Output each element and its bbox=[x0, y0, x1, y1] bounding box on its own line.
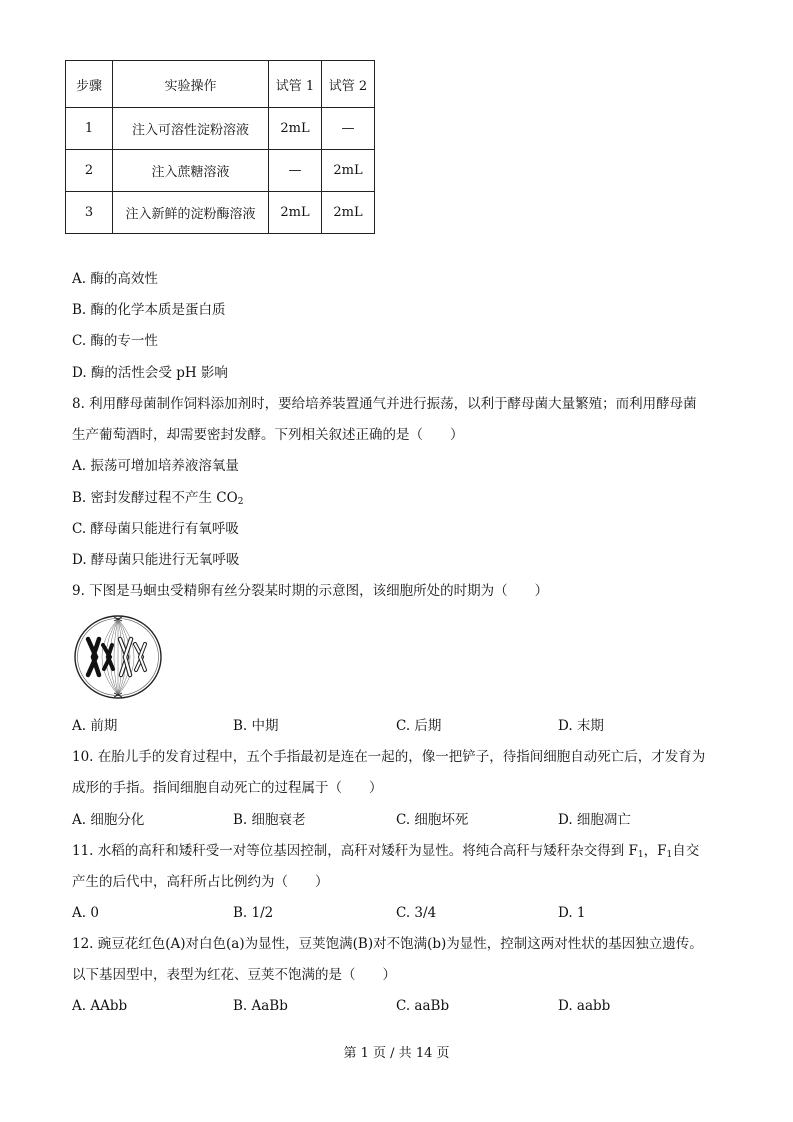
table-header-cell: 实验操作 bbox=[113, 61, 269, 108]
q12-stem-line2: 以下基因型中，表型为红花、豆荚不饱满的是（ ） bbox=[72, 967, 396, 983]
subscript: 2 bbox=[237, 497, 244, 507]
table-cell: 3 bbox=[66, 192, 113, 234]
q7-option-c: C. 酶的专一性 bbox=[72, 333, 158, 349]
chromosome-dark-2 bbox=[103, 645, 113, 669]
table-cell: 注入可溶性淀粉溶液 bbox=[113, 108, 269, 150]
table-cell: — bbox=[322, 108, 375, 150]
table-cell: 2mL bbox=[322, 150, 375, 192]
q7-option-a: A. 酶的高效性 bbox=[72, 271, 158, 287]
q8-option-d: D. 酵母菌只能进行无氧呼吸 bbox=[72, 552, 240, 568]
q12-option-c: C. aaBb bbox=[396, 998, 450, 1014]
q7-option-b: B. 酶的化学本质是蛋白质 bbox=[72, 302, 226, 318]
table-header-row bbox=[66, 61, 375, 108]
q11-stem-part3: 自交 bbox=[672, 843, 700, 859]
q10-stem-line2: 成形的手指。指间细胞自动死亡的过程属于（ ） bbox=[72, 780, 383, 796]
table-header-cell: 步骤 bbox=[66, 61, 113, 108]
q12-option-b: B. AaBb bbox=[233, 998, 288, 1014]
subscript: 1 bbox=[637, 850, 644, 860]
q7-option-d: D. 酶的活性会受 pH 影响 bbox=[72, 365, 228, 381]
chromosome-dark-1 bbox=[88, 639, 99, 675]
q10-stem-line1: 10. 在胎儿手的发育过程中，五个手指最初是连在一起的，像一把铲子，待指间细胞自动死亡后，才发育为 bbox=[72, 749, 706, 765]
q9-option-a: A. 前期 bbox=[72, 718, 118, 734]
q8-option-a: A. 振荡可增加培养液溶氧量 bbox=[72, 458, 239, 474]
q9-option-c: C. 后期 bbox=[396, 718, 442, 734]
table-cell: 注入新鲜的淀粉酶溶液 bbox=[113, 192, 269, 234]
q11-option-c: C. 3/4 bbox=[396, 905, 437, 921]
q9-option-d: D. 末期 bbox=[558, 718, 604, 734]
q12-stem-line1: 12. 豌豆花红色(A)对白色(a)为显性，豆荚饱满(B)对不饱满(b)为显性，控制这两对性状的基因独立遗传。 bbox=[72, 936, 703, 952]
chromosome-light-2 bbox=[135, 644, 145, 670]
q11-stem-part1: 11. 水稻的高秆和矮秆受一对等位基因控制，高秆对矮秆为显性。将纯合高秆与矮秆杂交得到 F bbox=[72, 843, 638, 859]
q11-option-a: A. 0 bbox=[72, 905, 99, 921]
q8-stem-line2: 生产葡萄酒时，却需要密封发酵。下列相关叙述正确的是（ ） bbox=[72, 427, 464, 443]
q12-option-d: D. aabb bbox=[558, 998, 611, 1014]
table-cell: 2 bbox=[66, 150, 113, 192]
q10-option-b: B. 细胞衰老 bbox=[233, 812, 306, 828]
table-cell: — bbox=[269, 150, 322, 192]
q8-stem-line1: 8. 利用酵母菌制作饲料添加剂时，要给培养装置通气并进行振荡，以利于酵母菌大量繁殖；而利用酵母菌 bbox=[72, 396, 697, 412]
table-cell: 1 bbox=[66, 108, 113, 150]
q11-option-b: B. 1/2 bbox=[233, 905, 274, 921]
table-cell: 注入蔗糖溶液 bbox=[113, 150, 269, 192]
q12-option-a: A. AAbb bbox=[72, 998, 128, 1014]
q8-option-c: C. 酵母菌只能进行有氧呼吸 bbox=[72, 521, 239, 537]
q9-stem: 9. 下图是马蛔虫受精卵有丝分裂某时期的示意图，该细胞所处的时期为（ ） bbox=[72, 583, 549, 599]
chromosome-light-1 bbox=[120, 639, 131, 675]
table-row bbox=[66, 192, 375, 234]
table-cell: 2mL bbox=[322, 192, 375, 234]
page-footer: 第 1 页 / 共 14 页 bbox=[343, 1046, 450, 1061]
mitosis-cell-figure bbox=[72, 612, 164, 702]
subscript: 1 bbox=[666, 850, 673, 860]
table-cell: 2mL bbox=[269, 108, 322, 150]
table-row bbox=[66, 150, 375, 192]
experiment-table bbox=[65, 60, 375, 234]
q11-option-d: D. 1 bbox=[558, 905, 586, 921]
table-row bbox=[66, 108, 375, 150]
q10-option-c: C. 细胞坏死 bbox=[396, 812, 469, 828]
q11-stem-line1 bbox=[72, 842, 699, 864]
table-cell: 2mL bbox=[269, 192, 322, 234]
q11-stem-part2: ，F bbox=[643, 843, 667, 859]
q9-option-b: B. 中期 bbox=[233, 718, 279, 734]
table-header-cell: 试管 1 bbox=[269, 61, 322, 108]
q8-option-b-text: B. 密封发酵过程不产生 CO bbox=[72, 490, 238, 506]
q10-option-d: D. 细胞凋亡 bbox=[558, 812, 631, 828]
table-header-cell: 试管 2 bbox=[322, 61, 375, 108]
q8-option-b bbox=[72, 489, 243, 511]
q11-stem-line2: 产生的后代中，高秆所占比例约为（ ） bbox=[72, 874, 329, 890]
q10-option-a: A. 细胞分化 bbox=[72, 812, 145, 828]
